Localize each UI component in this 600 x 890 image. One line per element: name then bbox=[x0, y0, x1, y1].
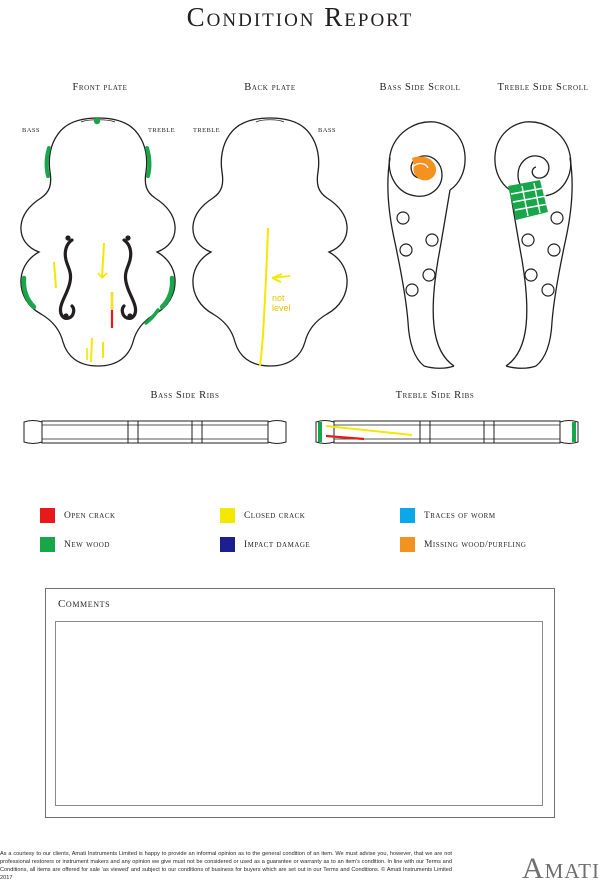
back-plate-annotation-line2: level bbox=[272, 303, 291, 314]
bass-side-ribs-caption: Bass Side Ribs bbox=[150, 390, 220, 401]
comments-box bbox=[45, 588, 555, 818]
treble-side-scroll-caption: Treble Side Scroll bbox=[497, 82, 589, 93]
legend-item-new-wood bbox=[40, 537, 220, 552]
legend-item-closed-crack bbox=[220, 508, 400, 523]
treble-side-scroll-figure bbox=[478, 110, 598, 375]
legend bbox=[40, 508, 580, 566]
legend-label-traces-of-worm: Traces of worm bbox=[423, 510, 496, 521]
back-plate-caption: Back plate bbox=[244, 82, 296, 93]
legend-swatch-open-crack bbox=[40, 508, 55, 523]
legend-swatch-closed-crack bbox=[220, 508, 235, 523]
footer-disclaimer: As a courtesy to our clients, Amati Instruments Limited is happy to provide an informal opinion as to the general condition of an item. We must advise you, however, that we are not professional restorers or instrument makers and any opinion we give must not be considered or used as a guarantee or warranty as to an item's condition. In line with our Terms and Conditions, all items are offered for sale 'as viewed' and subject to our conditions of business for buyers which are set out in our Terms and Conditions. © Amati Instruments Limited 2017 bbox=[0, 851, 452, 882]
bass-side-scroll-figure bbox=[362, 110, 482, 375]
brand-logo: Amati bbox=[522, 852, 600, 885]
comments-label: Comments bbox=[58, 598, 111, 610]
legend-row bbox=[40, 508, 580, 523]
front-plate-treble-label: TREBLE bbox=[148, 127, 175, 134]
legend-item-missing-wood bbox=[400, 537, 580, 552]
legend-swatch-new-wood bbox=[40, 537, 55, 552]
page-title: Condition Report bbox=[186, 2, 414, 32]
front-plate-bass-label: BASS bbox=[22, 127, 40, 134]
legend-label-new-wood: New wood bbox=[64, 539, 110, 550]
legend-item-open-crack bbox=[40, 508, 220, 523]
treble-side-ribs-figure bbox=[312, 408, 582, 453]
back-plate-treble-label: TREBLE bbox=[193, 127, 220, 134]
legend-swatch-missing-wood bbox=[400, 537, 415, 552]
legend-label-closed-crack: Closed crack bbox=[243, 510, 306, 521]
legend-item-impact-damage bbox=[220, 537, 400, 552]
legend-label-missing-wood: Missing wood/purfling bbox=[423, 539, 527, 550]
legend-swatch-impact-damage bbox=[220, 537, 235, 552]
legend-label-open-crack: Open crack bbox=[64, 510, 116, 521]
legend-swatch-traces-of-worm bbox=[400, 508, 415, 523]
bass-side-ribs-figure bbox=[20, 408, 290, 453]
back-plate-annotation-line1: not bbox=[272, 293, 285, 303]
front-plate-figure bbox=[8, 110, 188, 375]
bass-side-scroll-caption: Bass Side Scroll bbox=[379, 82, 461, 93]
back-plate-figure bbox=[180, 110, 360, 375]
legend-item-traces-of-worm bbox=[400, 508, 580, 523]
legend-label-impact-damage: Impact damage bbox=[243, 539, 311, 550]
front-plate-caption: Front plate bbox=[72, 82, 128, 93]
legend-row bbox=[40, 537, 580, 552]
treble-side-ribs-caption: Treble Side Ribs bbox=[395, 390, 475, 401]
back-plate-annotation bbox=[272, 293, 291, 314]
back-plate-bass-label: BASS bbox=[318, 127, 336, 134]
comments-input[interactable] bbox=[55, 621, 543, 806]
